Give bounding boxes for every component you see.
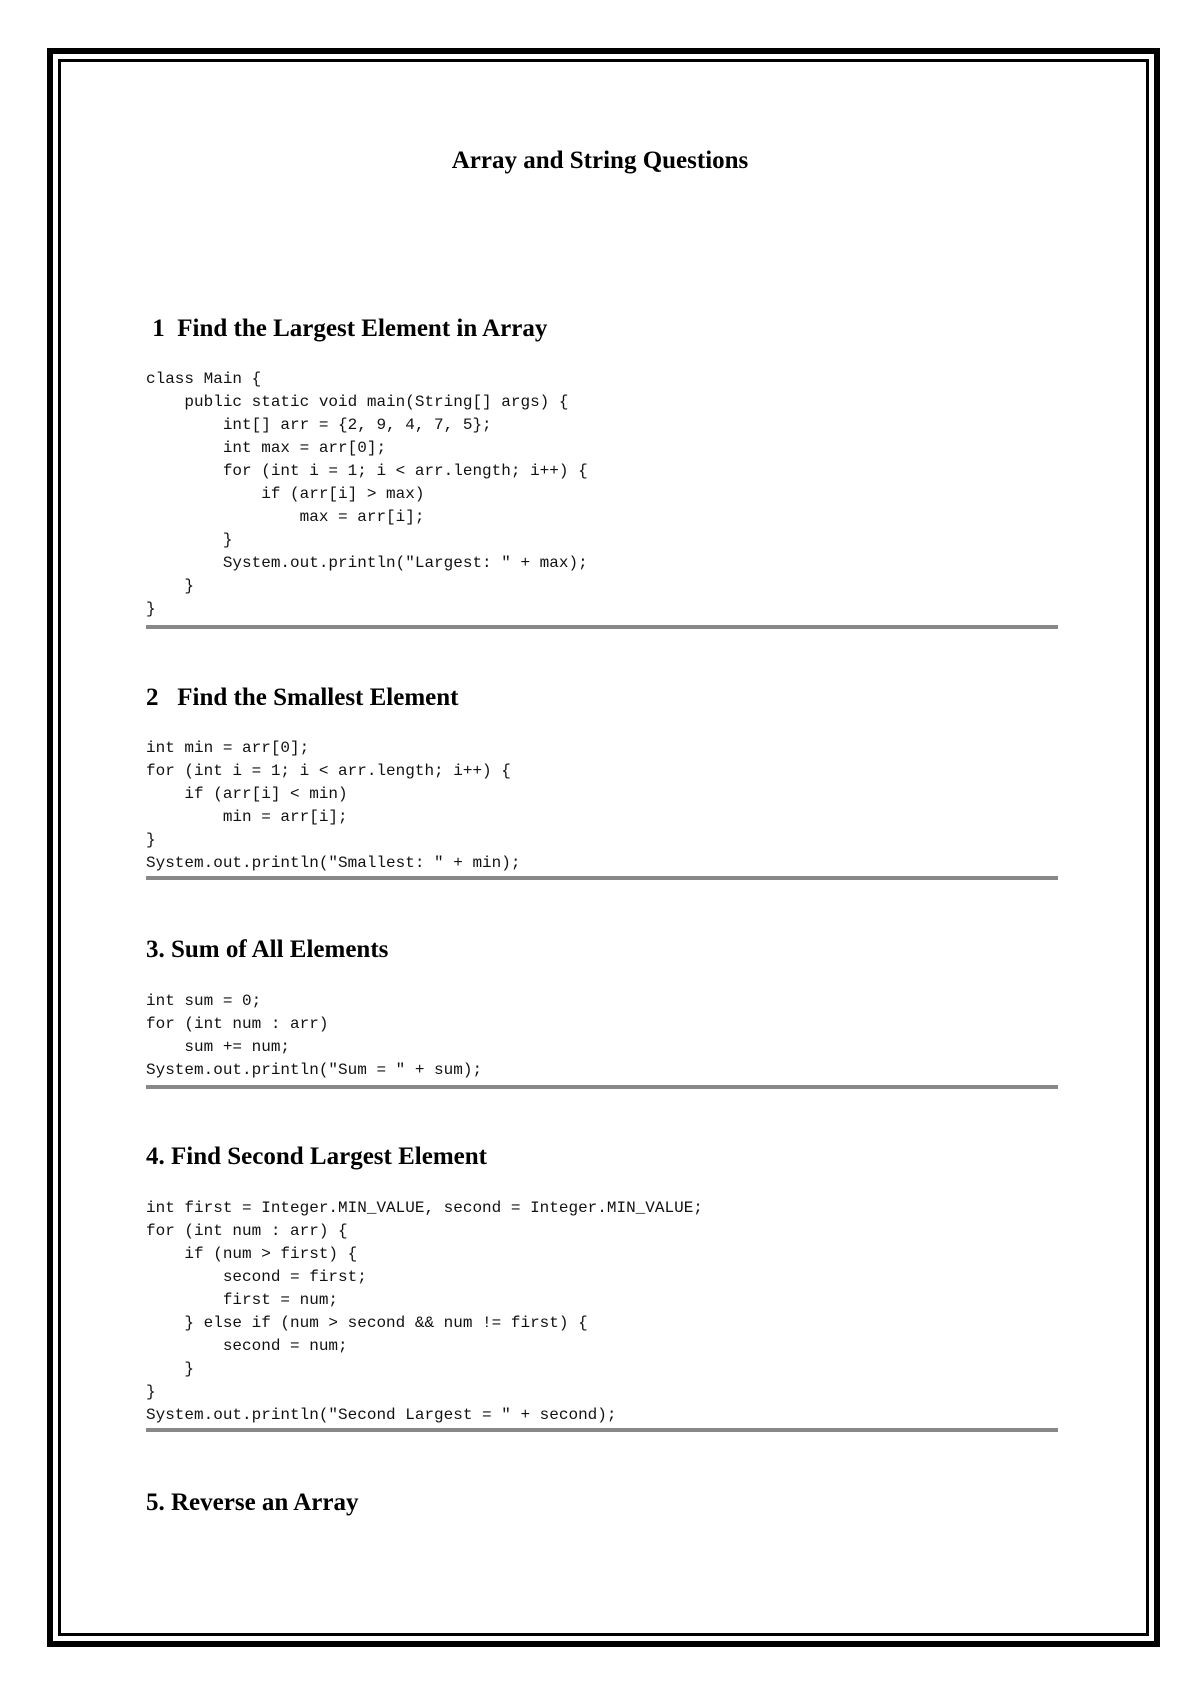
section-1-heading: 1 Find the Largest Element in Array	[146, 315, 548, 342]
section-2-divider	[146, 876, 1058, 880]
section-3-divider	[146, 1085, 1058, 1089]
section-3-heading: 3. Sum of All Elements	[146, 936, 389, 963]
section-2-heading: 2 Find the Smallest Element	[146, 684, 459, 711]
section-4-heading: 4. Find Second Largest Element	[146, 1143, 487, 1170]
section-1-code: class Main { public static void main(String[] args) { int[] arr = {2, 9, 4, 7, 5}; int max = arr[0]; for (int i = 1; i < arr.length; i++) { if (arr[i] > max) max = arr[i]; } System.out.println("Largest: " + max); } }	[146, 370, 588, 618]
page-title: Array and String Questions	[451, 147, 749, 174]
section-3-code: int sum = 0; for (int num : arr) sum += num; System.out.println("Sum = " + sum);	[146, 992, 483, 1079]
section-5-heading: 5. Reverse an Array	[146, 1489, 359, 1516]
section-4-divider	[146, 1428, 1058, 1432]
section-1-divider	[146, 625, 1058, 629]
section-4-code: int first = Integer.MIN_VALUE, second = Integer.MIN_VALUE; for (int num : arr) { if (num > first) { second = first; first = num; } else if (num > second && num != first) { second = num; } } System.out.println("Second Largest = " + second);	[146, 1199, 703, 1424]
section-2-code: int min = arr[0]; for (int i = 1; i < arr.length; i++) { if (arr[i] < min) min = arr[i]; } System.out.println("Smallest: " + min);	[146, 739, 521, 872]
